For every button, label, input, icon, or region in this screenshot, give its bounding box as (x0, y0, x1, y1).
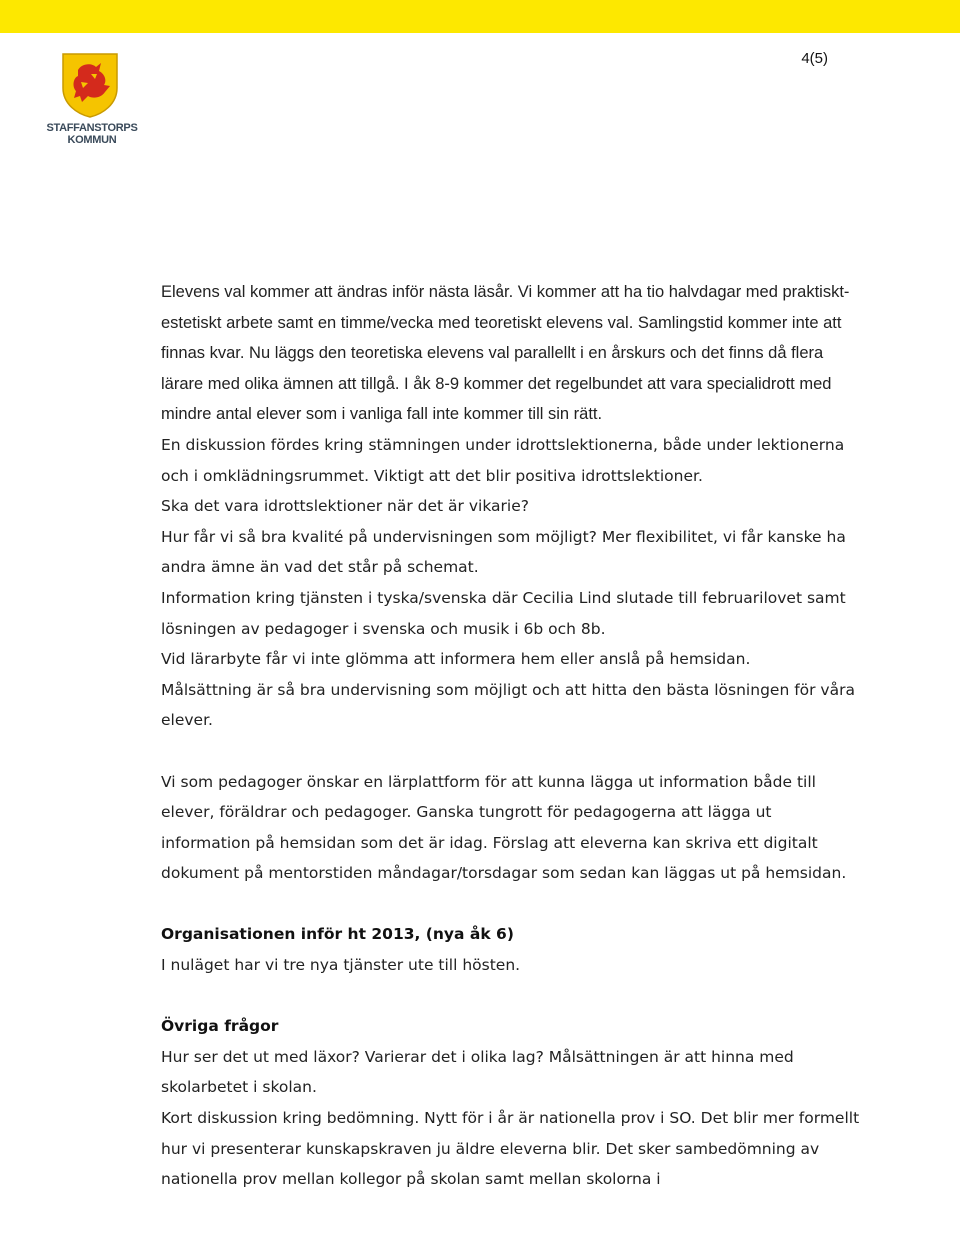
paragraph-larplattform: Vi som pedagoger önskar en lärplattform för att kunna lägga ut information både till elever, föräldrar och pedagoger. Ganska tungrott för pedagogerna att lägga ut information på hemsidan som det är idag. Förslag att eleverna kan skriva ett digitalt dokument på mentorstiden måndagar/torsdagar som sedan kan läggas ut på hemsidan. (161, 772, 847, 883)
paragraph-lararbyte: Vid lärarbyte får vi inte glömma att informera hem eller anslå på hemsidan. (161, 650, 751, 669)
top-bar (0, 0, 960, 33)
logo-line-2: KOMMUN (67, 134, 117, 146)
spacer (161, 981, 861, 1012)
paragraph-vikarie: Ska det vara idrottslektioner när det är vikarie? (161, 497, 529, 516)
paragraph-laxor: Hur ser det ut med läxor? Varierar det i olika lag? Målsättningen är att hinna med skolarbetet i skolan. (161, 1047, 794, 1097)
paragraph-idrott-diskussion: En diskussion fördes kring stämningen under idrottslektionerna, både under lektionerna och i omklädningsrummet. Viktigt att det blir positiva idrottslektioner. (161, 435, 845, 485)
staffanstorp-coat-of-arms-icon (61, 52, 119, 118)
paragraph-kvalite: Hur får vi så bra kvalité på undervisningen som möjligt? Mer flexibilitet, vi får kanske ha andra ämne än vad det står på schemat. (161, 527, 846, 577)
municipality-logo (42, 52, 142, 152)
paragraph-organisation: I nuläget har vi tre nya tjänster ute till hösten. (161, 956, 521, 975)
logo-wordmark (42, 122, 142, 146)
paragraph-malsattning: Målsättning är så bra undervisning som möjligt och att hitta den bästa lösningen för våra elever. (161, 680, 855, 730)
document-body (161, 277, 861, 1195)
paragraph-elevens-val: Elevens val kommer att ändras inför nästa läsår. Vi kommer att ha tio halvdagar med praktiskt- estetiskt arbete samt en timme/vecka med teoretiskt elevens val. Samlingstid kommer inte att finnas kvar. Nu läggs den teoretiska elevens val parallellt i en årskurs och det finns då flera lärare med olika ämnen att tillgå. I åk 8-9 kommer det regelbundet att vara specialidrott med mindre antal elever som i vanliga fall inte kommer till sin rätt. (161, 283, 850, 424)
paragraph-bedomning: Kort diskussion kring bedömning. Nytt för i år är nationella prov i SO. Det blir mer formellt hur vi presenterar kunskapskraven ju äldre eleverna blir. Det sker sambedömning av nationella prov mellan kollegor på skolan samt mellan skolorna i (161, 1109, 860, 1189)
spacer (161, 736, 861, 767)
logo-line-1: STAFFANSTORPS (46, 122, 138, 134)
section-heading-ovriga-fragor: Övriga frågor (161, 1017, 279, 1036)
section-heading-organisation: Organisationen inför ht 2013, (nya åk 6) (161, 925, 514, 944)
spacer (161, 889, 861, 920)
page-number: 4(5) (801, 50, 828, 67)
paragraph-tjanst-info: Information kring tjänsten i tyska/svenska där Cecilia Lind slutade till februarilovet samt lösningen av pedagoger i svenska och musik i 6b och 8b. (161, 588, 846, 638)
